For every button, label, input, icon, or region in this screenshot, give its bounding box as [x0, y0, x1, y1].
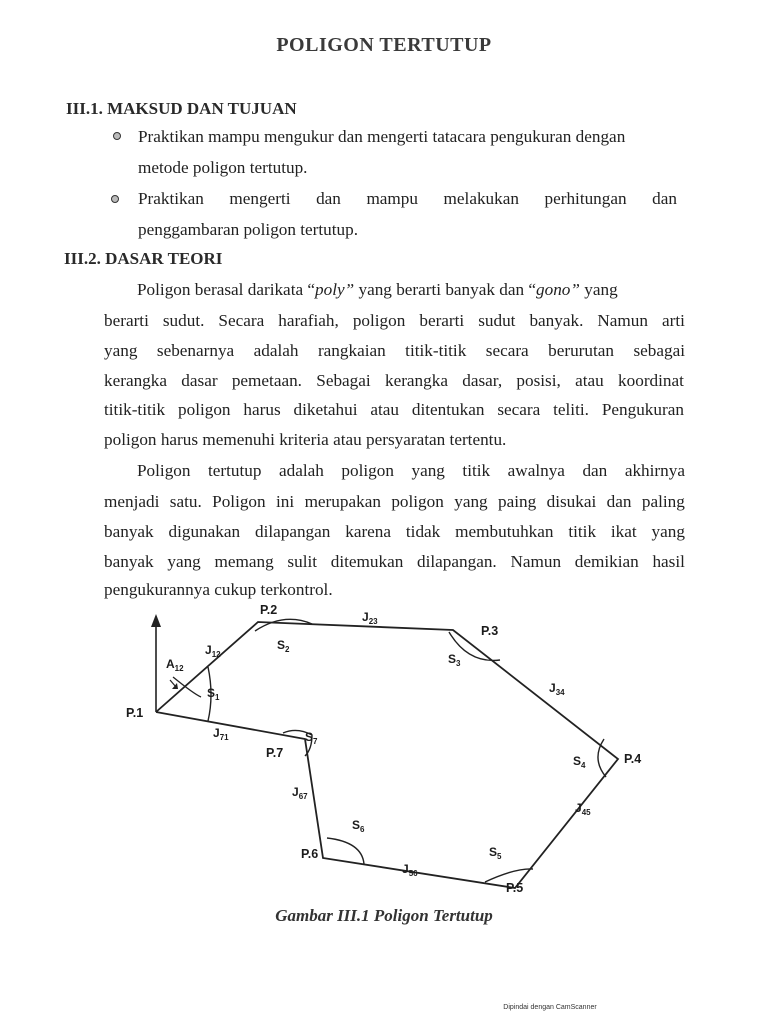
angle-label-s1: $S_1$ — [207, 686, 220, 702]
word: awalnya — [507, 461, 565, 480]
word: diketahui — [293, 400, 358, 419]
paragraph-1-line-4 — [104, 371, 684, 391]
word: banyak — [104, 522, 154, 541]
side-label-j67: $J_{67}$ — [292, 785, 308, 801]
word: dan — [582, 461, 608, 480]
word: harus — [243, 400, 281, 419]
word: banyak. — [529, 311, 584, 330]
angle-label-s2: $S_2$ — [277, 638, 290, 654]
section-heading-maksud: III.1. MAKSUD DAN TUJUAN — [66, 99, 297, 118]
word: disukai — [546, 492, 597, 511]
word: ditentukan — [411, 400, 485, 419]
paragraph-1-line-5 — [104, 400, 684, 420]
point-label-p6: P.6 — [301, 847, 319, 861]
paragraph-2-line-1 — [137, 461, 685, 481]
point-label-p7: P.7 — [266, 746, 284, 760]
paragraph-2-line-2 — [104, 492, 685, 512]
word: dan — [652, 189, 677, 208]
word: Namun — [597, 311, 648, 330]
word: mengerti — [229, 189, 291, 208]
word: hasil — [652, 552, 685, 571]
word: tidak — [405, 522, 441, 541]
angle-label-s7: $S_7$ — [305, 730, 318, 746]
word: titik — [568, 522, 597, 541]
word: sudut — [478, 311, 516, 330]
word: dilapangan. — [417, 552, 497, 571]
word: banyak — [104, 552, 154, 571]
side-label-j71: $J_{71}$ — [213, 726, 229, 742]
word: ditemukan — [330, 552, 404, 571]
word: perhitungan — [544, 189, 627, 208]
word: paling — [641, 492, 685, 511]
bullet-1-line-1: Praktikan mampu mengukur dan mengerti tatacara pengukuran dengan — [138, 127, 626, 146]
point-label-p3: P.3 — [481, 624, 499, 638]
paragraph-1-line-2 — [104, 311, 685, 331]
paragraph-1-line-6: poligon harus memenuhi kriteria atau persyaratan tertentu. — [104, 430, 507, 449]
side-label-j34: $J_{34}$ — [549, 681, 565, 697]
word: berurutan — [548, 341, 614, 360]
word: sebenarnya — [156, 341, 235, 360]
word: adalah — [253, 341, 299, 360]
word: satu. — [169, 492, 202, 511]
word: yang — [454, 492, 488, 511]
side-label-j45: $J_{45}$ — [575, 801, 591, 817]
point-label-p1: P.1 — [126, 706, 144, 720]
word: ikat — [610, 522, 637, 541]
word: Secara — [218, 311, 265, 330]
word: digunakan — [168, 522, 241, 541]
paragraph-1-line-1: Poligon berasal darikata “poly” yang berarti banyak dan “gono” yang — [137, 280, 618, 299]
word: memang — [214, 552, 274, 571]
scanner-footer: Dipindai dengan CamScanner — [503, 1004, 597, 1011]
word: dasar — [181, 371, 218, 390]
word: rangkaian — [317, 341, 386, 360]
north-arrow-head — [151, 614, 161, 627]
word: secara — [485, 341, 529, 360]
word: arti — [662, 311, 685, 330]
word: secara — [497, 400, 541, 419]
word: Sebagai — [316, 371, 371, 390]
word: sulit — [287, 552, 318, 571]
word: yang — [411, 461, 445, 480]
paragraph-2-line-5: pengukurannya cukup terkontrol. — [104, 580, 333, 599]
word: atau — [370, 400, 399, 419]
closed-polygon-diagram — [0, 600, 768, 910]
word: merupakan — [304, 492, 381, 511]
bullet-2-line-1 — [138, 189, 677, 209]
word: Poligon — [137, 461, 191, 480]
word: kerangka — [384, 371, 448, 390]
word: Poligon — [212, 492, 266, 511]
azimuth-label-a12: $A_{12}$ — [166, 657, 184, 673]
page-title: POLIGON TERTUTUP — [276, 34, 492, 56]
paragraph-1-line-3 — [104, 341, 685, 361]
word: pemetaan. — [231, 371, 302, 390]
word: yang — [167, 552, 201, 571]
figure-caption: Gambar III.1 Poligon Tertutup — [275, 906, 493, 925]
bullet-icon — [111, 195, 119, 203]
word: kerangka — [104, 371, 167, 390]
word: posisi, — [516, 371, 561, 390]
word: poligon — [352, 311, 406, 330]
word: dan — [606, 492, 632, 511]
angle-label-s5: $S_5$ — [489, 845, 502, 861]
word: poligon — [178, 400, 231, 419]
word: atau — [575, 371, 604, 390]
section-heading-dasar-teori: III.2. DASAR TEORI — [64, 249, 223, 268]
word: berarti — [419, 311, 465, 330]
bullet-icon — [113, 132, 121, 140]
word: Namun — [510, 552, 562, 571]
word: Pengukuran — [601, 400, 684, 419]
word: yang — [651, 522, 685, 541]
word: yang — [104, 341, 138, 360]
word: dasar, — [462, 371, 503, 390]
side-label-j56: $J_{56}$ — [402, 862, 418, 878]
word: mampu — [366, 189, 418, 208]
word: dan — [316, 189, 341, 208]
bullet-2-line-2: penggambaran poligon tertutup. — [138, 220, 359, 239]
word: titik-titik — [405, 341, 467, 360]
word: titik — [462, 461, 491, 480]
word: Praktikan — [138, 189, 204, 208]
word: sudut. — [162, 311, 205, 330]
bullet-1-line-2: metode poligon tertutup. — [138, 158, 308, 177]
word: titik-titik — [104, 400, 166, 419]
word: melakukan — [443, 189, 519, 208]
word: demikian — [574, 552, 639, 571]
traverse-lines — [156, 622, 618, 888]
angle-label-s4: $S_4$ — [573, 754, 586, 770]
word: membutuhkan — [455, 522, 554, 541]
word: dilapangan — [254, 522, 331, 541]
word: poligon — [341, 461, 394, 480]
word: harafiah, — [278, 311, 339, 330]
point-label-p5: P.5 — [506, 881, 524, 895]
angle-label-s3: $S_3$ — [448, 652, 461, 668]
point-label-p4: P.4 — [624, 752, 642, 766]
word: tertutup — [208, 461, 262, 480]
word: adalah — [279, 461, 324, 480]
word: menjadi — [104, 492, 160, 511]
word: sebagai — [633, 341, 685, 360]
point-label-p2: P.2 — [260, 603, 278, 617]
word: paing — [498, 492, 537, 511]
side-label-j12: $J_{12}$ — [205, 643, 221, 659]
angle-arc-s2 — [255, 619, 312, 631]
word: akhirnya — [624, 461, 685, 480]
word: berarti — [104, 311, 149, 330]
paragraph-2-line-3 — [104, 522, 685, 542]
word: poligon — [391, 492, 444, 511]
angle-label-s6: $S_6$ — [352, 818, 365, 834]
paragraph-2-line-4 — [104, 552, 685, 572]
word: ini — [276, 492, 295, 511]
word: koordinat — [618, 371, 684, 390]
word: karena — [345, 522, 392, 541]
side-label-j23: $J_{23}$ — [362, 610, 378, 626]
word: teliti. — [553, 400, 589, 419]
